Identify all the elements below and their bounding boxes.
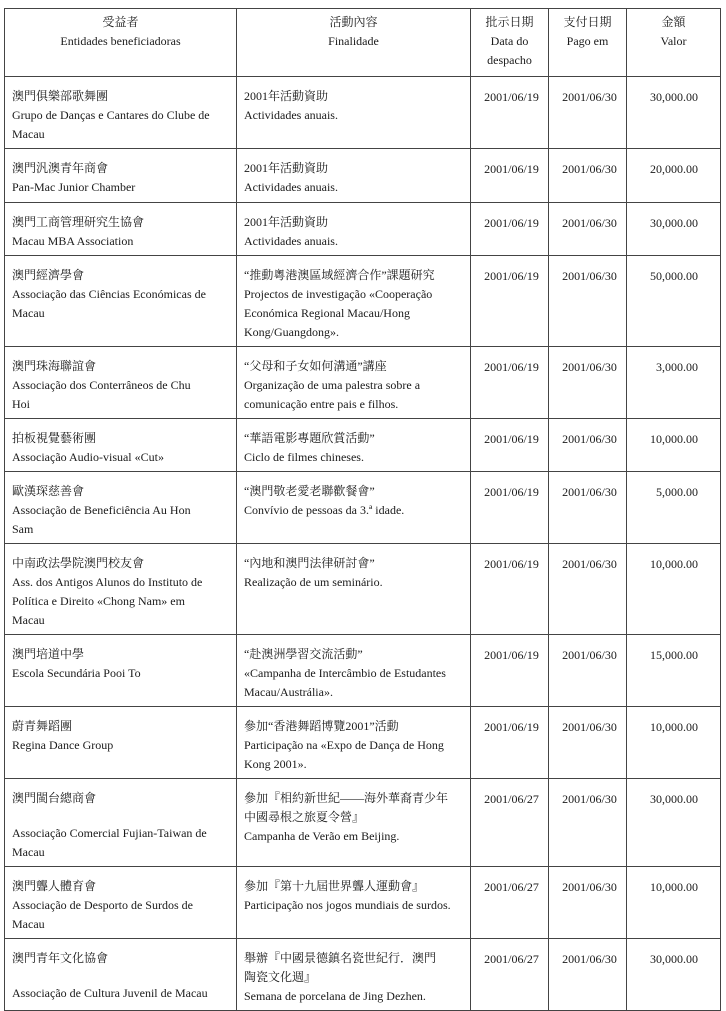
dispatch-date-cell: 2001/06/19 (471, 347, 549, 419)
beneficiary-line: Macau (12, 306, 45, 320)
beneficiary-cell (5, 867, 237, 939)
purpose-line: Organização de uma palestra sobre a (244, 378, 421, 392)
beneficiary-cell (5, 635, 237, 707)
dispatch-date-cell: 2001/06/19 (471, 419, 549, 472)
amount-cell: 30,000.00 (627, 779, 721, 867)
purpose-line: “澳門敬老愛老聯歡餐會” (244, 484, 375, 498)
purpose-line: Campanha de Verão em Beijing. (244, 829, 400, 843)
beneficiary-cell (5, 419, 237, 472)
grants-table (4, 8, 721, 1011)
amount-cell: 10,000.00 (627, 867, 721, 939)
paid-date-cell: 2001/06/30 (549, 472, 627, 544)
beneficiary-line: 澳門經濟學會 (12, 268, 85, 282)
beneficiary-cell (5, 544, 237, 635)
purpose-line: Participação na «Expo de Dança de Hong (244, 738, 444, 752)
purpose-line: Kong 2001». (244, 757, 307, 771)
purpose-cell (237, 635, 471, 707)
beneficiary-line: 歐漢琛慈善會 (12, 484, 85, 498)
dispatch-date-cell: 2001/06/27 (471, 867, 549, 939)
purpose-line: “華語電影專題欣賞活動” (244, 431, 375, 445)
table-row (5, 149, 721, 203)
header-paid-date: 支付日期 Pago em (549, 9, 627, 77)
beneficiary-line: 澳門工商管理研究生協會 (12, 215, 145, 229)
purpose-cell (237, 472, 471, 544)
table-row (5, 203, 721, 256)
purpose-cell (237, 419, 471, 472)
dispatch-date-cell: 2001/06/19 (471, 203, 549, 256)
beneficiary-line: 澳門青年文化協會 (12, 951, 109, 965)
beneficiary-line: Hoi (12, 397, 30, 411)
beneficiary-cell (5, 203, 237, 256)
amount-cell: 30,000.00 (627, 203, 721, 256)
amount-cell: 10,000.00 (627, 707, 721, 779)
purpose-line: Actividades anuais. (244, 180, 338, 194)
table-row (5, 256, 721, 347)
beneficiary-line: 中南政法學院澳門校友會 (12, 556, 145, 570)
table-row (5, 347, 721, 419)
paid-date-cell: 2001/06/30 (549, 867, 627, 939)
beneficiary-cell (5, 472, 237, 544)
paid-date-cell: 2001/06/30 (549, 635, 627, 707)
purpose-line: “父母和子女如何溝通”講座 (244, 359, 387, 373)
purpose-line: Participação nos jogos mundiais de surdos. (244, 898, 451, 912)
purpose-line: “內地和澳門法律研討會” (244, 556, 375, 570)
table-row (5, 419, 721, 472)
paid-date-cell: 2001/06/30 (549, 419, 627, 472)
beneficiary-line: 澳門珠海聯誼會 (12, 359, 97, 373)
paid-date-cell: 2001/06/30 (549, 544, 627, 635)
beneficiary-line: Ass. dos Antigos Alunos do Instituto de (12, 575, 203, 589)
purpose-cell (237, 203, 471, 256)
paid-date-cell: 2001/06/30 (549, 779, 627, 867)
beneficiary-cell (5, 707, 237, 779)
amount-cell: 15,000.00 (627, 635, 721, 707)
paid-date-cell: 2001/06/30 (549, 203, 627, 256)
table-row (5, 867, 721, 939)
beneficiary-cell (5, 779, 237, 867)
header-amount: 金額 Valor (627, 9, 721, 77)
header-row (5, 9, 721, 77)
beneficiary-line: Política e Direito «Chong Nam» em (12, 594, 185, 608)
dispatch-date-cell: 2001/06/27 (471, 939, 549, 1011)
purpose-cell (237, 149, 471, 203)
beneficiary-line: 澳門俱樂部歌舞團 (12, 89, 109, 103)
dispatch-date-cell: 2001/06/19 (471, 707, 549, 779)
beneficiary-line: Associação dos Conterrâneos de Chu (12, 378, 191, 392)
beneficiary-cell (5, 256, 237, 347)
beneficiary-line: Associação Comercial Fujian-Taiwan de (12, 826, 207, 840)
purpose-line: “赴澳洲學習交流活動” (244, 647, 363, 661)
beneficiary-line: Pan-Mac Junior Chamber (12, 180, 136, 194)
dispatch-date-cell: 2001/06/19 (471, 149, 549, 203)
purpose-cell (237, 347, 471, 419)
dispatch-date-cell: 2001/06/19 (471, 77, 549, 149)
beneficiary-line: Macau (12, 917, 45, 931)
beneficiary-line: Associação Audio-visual «Cut» (12, 450, 164, 464)
table-row (5, 472, 721, 544)
purpose-line: 參加『第十九屆世界聾人運動會』 (244, 879, 425, 893)
table-row (5, 779, 721, 867)
dispatch-date-cell: 2001/06/27 (471, 779, 549, 867)
paid-date-cell: 2001/06/30 (549, 707, 627, 779)
amount-cell: 30,000.00 (627, 939, 721, 1011)
purpose-cell (237, 779, 471, 867)
paid-date-cell: 2001/06/30 (549, 939, 627, 1011)
beneficiary-line: 澳門聾人體育會 (12, 879, 97, 893)
beneficiary-line: Associação das Ciências Económicas de (12, 287, 206, 301)
table-row (5, 707, 721, 779)
amount-cell: 50,000.00 (627, 256, 721, 347)
beneficiary-cell (5, 347, 237, 419)
purpose-line: Projectos de investigação «Cooperação (244, 287, 433, 301)
amount-cell: 3,000.00 (627, 347, 721, 419)
beneficiary-line (12, 968, 233, 984)
beneficiary-line: 蔚青舞蹈團 (12, 719, 73, 733)
purpose-line: Actividades anuais. (244, 234, 338, 248)
purpose-cell (237, 707, 471, 779)
dispatch-date-cell: 2001/06/19 (471, 472, 549, 544)
beneficiary-line: Associação de Beneficiência Au Hon (12, 503, 191, 517)
purpose-line: Ciclo de filmes chineses. (244, 450, 364, 464)
beneficiary-line: Escola Secundária Pooi To (12, 666, 141, 680)
beneficiary-line: Macau MBA Association (12, 234, 134, 248)
purpose-line: Realização de um seminário. (244, 575, 383, 589)
beneficiary-line: 澳門汎澳青年商會 (12, 161, 109, 175)
table-body (5, 77, 721, 1011)
purpose-line: comunicação entre pais e filhos. (244, 397, 399, 411)
beneficiary-cell (5, 149, 237, 203)
purpose-line: 2001年活動資助 (244, 89, 329, 103)
purpose-line: «Campanha de Intercâmbio de Estudantes (244, 666, 446, 680)
table-row (5, 635, 721, 707)
amount-cell: 20,000.00 (627, 149, 721, 203)
purpose-line: 舉辦『中國景德鎮名瓷世紀行．澳門 (244, 951, 437, 965)
purpose-line: Kong/Guangdong». (244, 325, 339, 339)
purpose-line: 2001年活動資助 (244, 215, 329, 229)
beneficiary-line (12, 808, 233, 824)
beneficiary-line: 澳門閩台總商會 (12, 791, 97, 805)
beneficiary-line: Macau (12, 127, 45, 141)
dispatch-date-cell: 2001/06/19 (471, 256, 549, 347)
beneficiary-line: 澳門培道中學 (12, 647, 85, 661)
amount-cell: 10,000.00 (627, 544, 721, 635)
purpose-line: “推動粵港澳區域經濟合作”課題研究 (244, 268, 435, 282)
paid-date-cell: 2001/06/30 (549, 347, 627, 419)
table-row (5, 544, 721, 635)
purpose-cell (237, 867, 471, 939)
header-dispatch-date: 批示日期 Data do despacho (471, 9, 549, 77)
purpose-line: 參加『相約新世紀——海外華裔青少年 (244, 791, 449, 805)
purpose-line: 2001年活動資助 (244, 161, 329, 175)
amount-cell: 5,000.00 (627, 472, 721, 544)
beneficiary-line: Macau (12, 845, 45, 859)
purpose-cell (237, 544, 471, 635)
beneficiary-line: Associação de Desporto de Surdos de (12, 898, 193, 912)
purpose-line: Actividades anuais. (244, 108, 338, 122)
header-beneficiaries: 受益者 Entidades beneficiadoras (5, 9, 237, 77)
paid-date-cell: 2001/06/30 (549, 77, 627, 149)
purpose-line: Semana de porcelana de Jing Dezhen. (244, 989, 426, 1003)
purpose-line: 參加“香港舞蹈博覽2001”活動 (244, 719, 399, 733)
amount-cell: 10,000.00 (627, 419, 721, 472)
paid-date-cell: 2001/06/30 (549, 256, 627, 347)
dispatch-date-cell: 2001/06/19 (471, 544, 549, 635)
beneficiary-line: Grupo de Danças e Cantares do Clube de (12, 108, 210, 122)
beneficiary-line: 拍板視覺藝術團 (12, 431, 97, 445)
beneficiary-line: Associação de Cultura Juvenil de Macau (12, 986, 208, 1000)
purpose-line: Macau/Austrália». (244, 685, 333, 699)
header-purpose: 活動內容 Finalidade (237, 9, 471, 77)
beneficiary-cell (5, 77, 237, 149)
dispatch-date-cell: 2001/06/19 (471, 635, 549, 707)
beneficiary-line: Sam (12, 522, 34, 536)
purpose-line: 陶瓷文化週』 (244, 970, 317, 984)
beneficiary-line: Macau (12, 613, 45, 627)
table-row (5, 77, 721, 149)
purpose-cell (237, 77, 471, 149)
beneficiary-line: Regina Dance Group (12, 738, 114, 752)
amount-cell: 30,000.00 (627, 77, 721, 149)
paid-date-cell: 2001/06/30 (549, 149, 627, 203)
purpose-line: 中國尋根之旅夏令營』 (244, 810, 365, 824)
purpose-cell (237, 256, 471, 347)
purpose-line: Convívio de pessoas da 3.ª idade. (244, 503, 405, 517)
purpose-line: Económica Regional Macau/Hong (244, 306, 410, 320)
